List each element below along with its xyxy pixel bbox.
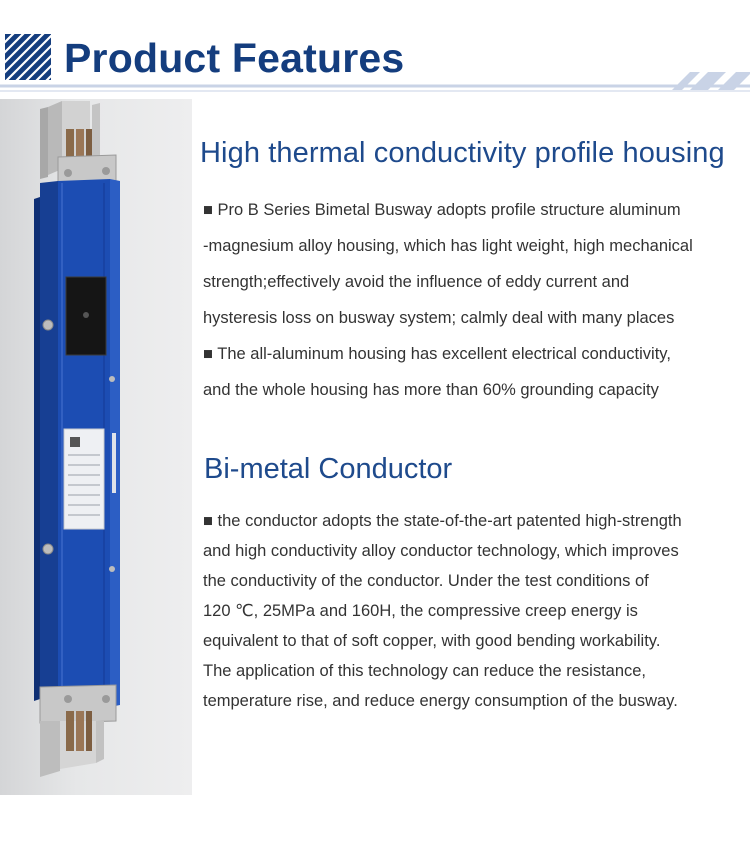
body-line: ■ Pro B Series Bimetal Busway adopts profile structure aluminum (203, 201, 681, 219)
section-title-bimetal-conductor: Bi-metal Conductor (204, 453, 453, 485)
body-line: ■ The all-aluminum housing has excellent electrical conductivity, (203, 345, 671, 363)
body-line: equivalent to that of soft copper, with good bending workability. (203, 632, 661, 650)
body-line: hysteresis loss on busway system; calmly deal with many places (203, 309, 675, 327)
body-line: temperature rise, and reduce energy consumption of the busway. (203, 692, 678, 710)
body-line: the conductivity of the conductor. Under the test conditions of (203, 572, 649, 590)
body-line: ■ the conductor adopts the state-of-the-art patented high-strength (203, 512, 682, 530)
product-image (0, 99, 192, 795)
body-line: and the whole housing has more than 60% grounding capacity (203, 381, 659, 399)
body-line: The application of this technology can reduce the resistance, (203, 662, 647, 680)
body-line: strength;effectively avoid the influence of eddy current and (203, 273, 630, 291)
body-line: 120 ℃, 25MPa and 160H, the compressive creep energy is (203, 602, 638, 620)
body-line: and high conductivity alloy conductor technology, which improves (203, 542, 679, 560)
body-line: -magnesium alloy housing, which has light weight, high mechanical (203, 237, 693, 255)
header-divider (0, 70, 750, 96)
section-body-thermal-housing (203, 198, 693, 414)
page-title: Product Features (64, 35, 405, 81)
section-title-thermal-housing: High thermal conductivity profile housing (200, 137, 725, 169)
section-body-bimetal-conductor (203, 509, 682, 719)
busway-illustration (0, 99, 192, 795)
